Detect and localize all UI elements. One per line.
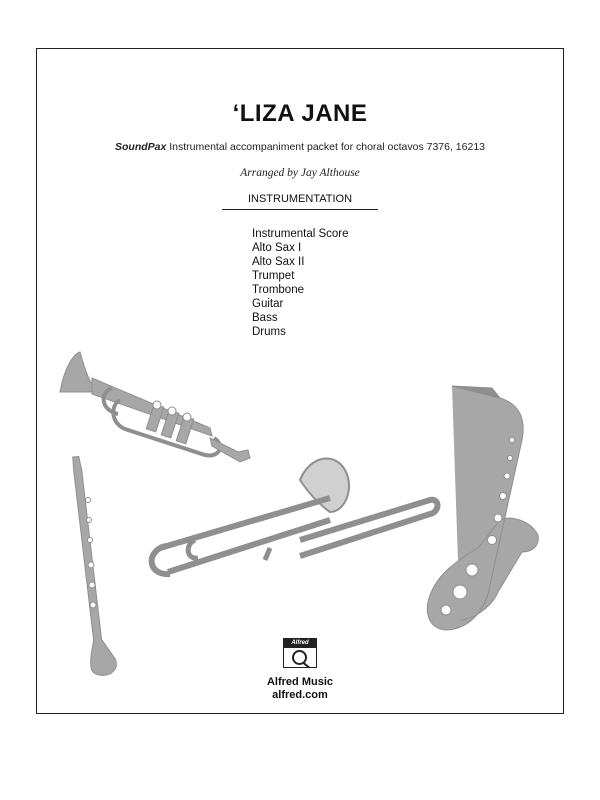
instrumentation-heading: INSTRUMENTATION xyxy=(222,193,378,210)
publisher-name: Alfred Music xyxy=(266,676,333,688)
subtitle-text: Instrumental accompaniment packet for choral octavos 7376, 16213 xyxy=(166,141,486,153)
list-item: Alto Sax II xyxy=(252,256,305,268)
trumpet-icon xyxy=(60,352,250,462)
publisher-block xyxy=(0,676,600,702)
list-item: Instrumental Score xyxy=(252,228,349,240)
list-item: Drums xyxy=(252,326,286,338)
list-item: Alto Sax I xyxy=(252,242,302,254)
list-item: Guitar xyxy=(252,298,284,310)
list-item: Trombone xyxy=(252,284,304,296)
trombone-icon xyxy=(152,459,438,575)
page-title: ‘LIZA JANE xyxy=(232,100,368,127)
clarinet-icon xyxy=(73,455,117,676)
logo-text: Alfred xyxy=(284,639,316,648)
subtitle-brand: SoundPax xyxy=(114,141,167,153)
publisher-website: alfred.com xyxy=(272,689,328,701)
saxophone-icon xyxy=(427,386,538,630)
alfred-logo xyxy=(283,638,317,668)
alfred-q-icon xyxy=(292,650,307,665)
list-item: Trumpet xyxy=(252,270,295,282)
arranger-credit: Arranged by Jay Althouse xyxy=(240,167,360,179)
list-item: Bass xyxy=(252,312,278,324)
